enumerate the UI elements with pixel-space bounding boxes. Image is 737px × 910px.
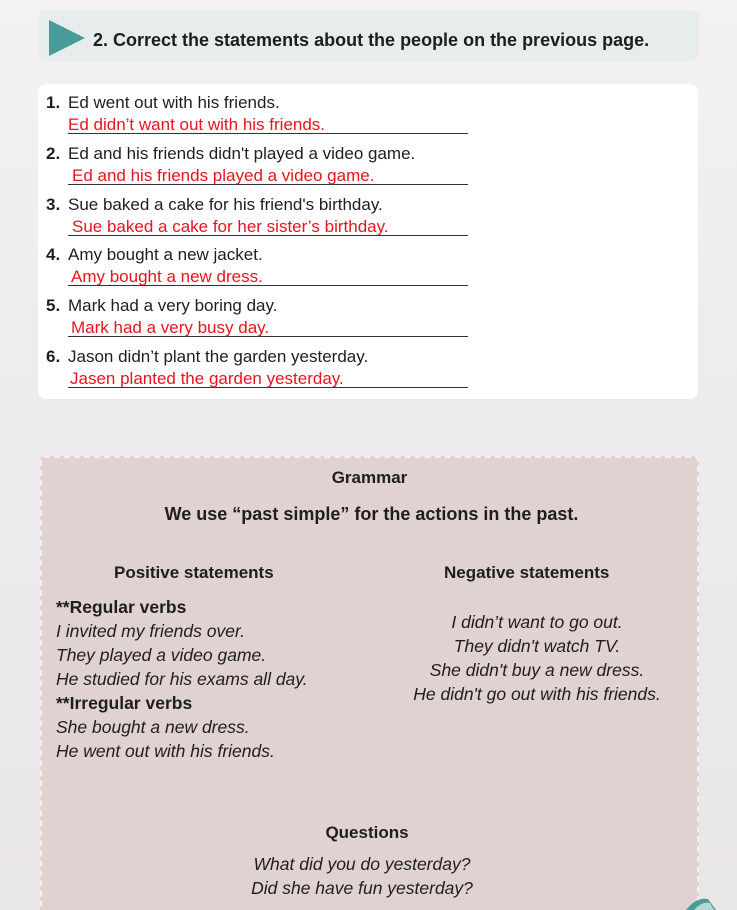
play-triangle-icon [47,20,85,56]
item-statement: Ed went out with his friends. [68,93,280,112]
example-sentence: I invited my friends over. [56,621,246,641]
item-statement: Ed and his friends didn't played a video game. [68,144,416,163]
item-statement: Mark had a very boring day. [68,296,278,315]
answer-field[interactable] [68,215,468,236]
answer-field[interactable] [68,367,468,388]
item-number: 3. [46,195,61,214]
exercise-card [38,84,698,399]
negative-heading: Negative statements [444,563,610,582]
item-number: 2. [46,144,61,163]
corner-decoration-icon [686,895,716,910]
answer-text: Jasen planted the garden yesterday. [70,369,344,388]
item-number: 1. [46,93,61,112]
answer-text: Amy bought a new dress. [71,267,263,286]
negative-list [382,610,692,706]
example-sentence: She didn't buy a new dress. [429,660,645,680]
exercise-item [46,137,486,185]
example-sentence: She bought a new dress. [56,717,250,737]
example-sentence: He didn't go out with his friends. [413,684,661,704]
exercise-item [46,86,486,134]
exercise-item [46,188,486,236]
questions-heading: Questions [325,823,409,842]
answer-text: Ed and his friends played a video game. [72,166,375,185]
example-question: Did she have fun yesterday? [251,878,473,898]
item-number: 4. [46,245,61,264]
example-sentence: He studied for his exams all day. [56,669,308,689]
answer-field[interactable] [68,164,468,185]
item-statement: Jason didn’t plant the garden yesterday. [68,347,369,366]
irregular-verbs-label: **Irregular verbs [56,693,193,713]
regular-verbs-label: **Regular verbs [56,597,187,617]
grammar-box [40,456,699,910]
exercise-title: 2. Correct the statements about the people on the previous page. [93,30,650,50]
answer-field[interactable] [68,265,468,286]
exercise-item [46,289,486,337]
exercise-item [46,340,486,388]
answer-text: Sue baked a cake for her sister’s birthday. [72,217,389,236]
positive-list [56,595,376,763]
exercise-item [46,238,486,286]
answer-text: Mark had a very busy day. [71,318,270,337]
grammar-title: Grammar [331,468,408,487]
item-statement: Sue baked a cake for his friend's birthday. [68,195,383,214]
example-sentence: They played a video game. [56,645,267,665]
answer-field[interactable] [68,113,468,134]
item-number: 5. [46,296,61,315]
exercise-header [38,10,699,61]
answer-text: Ed didn’t want out with his friends. [68,115,326,134]
example-question: What did you do yesterday? [253,854,471,874]
item-number: 6. [46,347,61,366]
questions-list [212,852,512,900]
positive-heading: Positive statements [114,563,274,582]
example-sentence: I didn’t want to go out. [451,612,623,632]
example-sentence: They didn't watch TV. [453,636,621,656]
example-sentence: He went out with his friends. [56,741,275,761]
answer-field[interactable] [68,316,468,337]
item-statement: Amy bought a new jacket. [68,245,263,264]
grammar-intro: We use “past simple” for the actions in the past. [164,504,579,524]
